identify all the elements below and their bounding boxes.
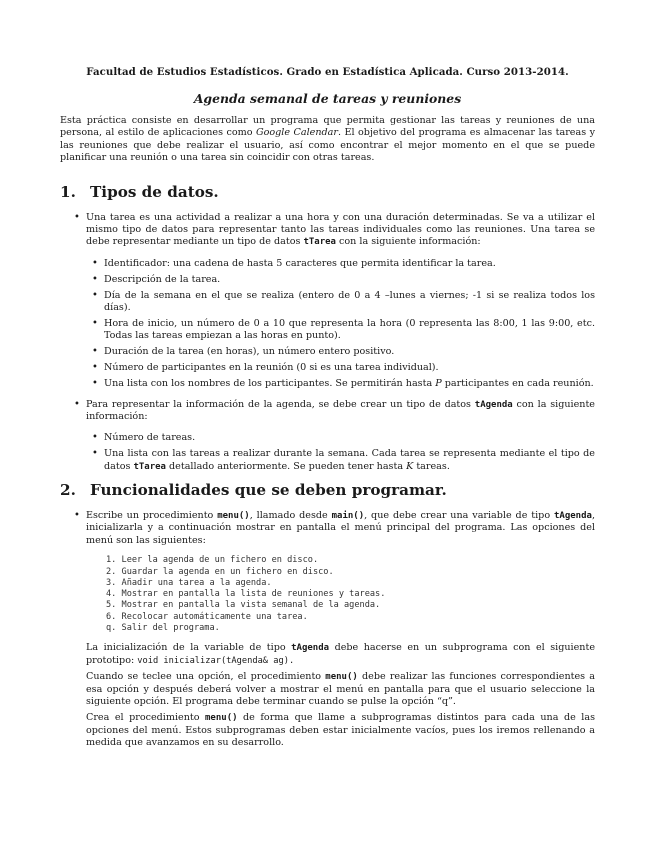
agenda-fields-list — [86, 432, 595, 473]
section-2-heading: 2. Funcionalidades que se deben programar. — [60, 481, 447, 500]
menu-option: 3. Añadir una tarea a la agenda. — [106, 577, 272, 588]
list-item: • Hora de inicio, un número de 0 a 10 que representa la hora (0 representa las 8:00, 1 las 9:00, etc. Todas las tareas empiezan a las horas en punto). — [104, 318, 595, 343]
init-paragraph: La inicialización de la variable de tipo tAgenda debe hacerse en un subprograma con el siguiente prototipo: void inicializar(tAgenda& ag). — [86, 642, 595, 666]
list-item: • Número de participantes en la reunión (0 si es una tarea individual). — [104, 362, 595, 374]
list-item: • Una lista con los nombres de los participantes. Se permitirán hasta P participantes en cada reunión. — [104, 378, 595, 390]
menu-procedure-paragraph: Crea el procedimiento menu() de forma que llame a subprogramas distintos para cada una de las opciones del menú. Estos subprogramas deben estar inicialmente vacíos, pues los iremos rellenando a medida que avanzamos en su desarrollo. — [86, 712, 595, 749]
menu-option: q. Salir del programa. — [106, 623, 220, 634]
option-paragraph: Cuando se teclee una opción, el procedimiento menu() debe realizar las funciones correspondientes a esa opción y después deberá volver a mostrar el menú en pantalla para que el usuario seleccione la siguiente opción. El programa debe terminar cuando se pulse la opción “q”. — [86, 671, 595, 707]
tarea-fields-list — [86, 258, 595, 391]
menu-option: 4. Mostrar en pantalla la lista de reuniones y tareas. — [106, 589, 386, 600]
list-item: • Número de tareas. — [104, 432, 595, 444]
menu-options-list — [106, 555, 595, 634]
menu-option: 5. Mostrar en pantalla la vista semanal de la agenda. — [106, 600, 381, 611]
document-title: Agenda semanal de tareas y reuniones — [193, 91, 462, 106]
intro-paragraph: Esta práctica consiste en desarrollar un programa que permita gestionar las tareas y reuniones de una persona, al estilo de aplicaciones como Google Calendar. El objetivo del programa es almacenar las tareas y las reuniones que debe realizar el usuario, así como encontrar el mejor momento en el que se puede planificar una reunión o una tarea sin coincidir con otras tareas. — [60, 115, 596, 164]
list-item: • Escribe un procedimiento menu(), llamado desde main(), que debe crear una variable de tipo tAgenda, inicializarla y a continuación mostrar en pantalla el menú principal del programa. Las opciones del menú son las siguientes: 1. Leer la agenda de un fichero en disco. 2. Guardar la agenda en un fichero en disco. 3. Añadir una tarea a la agenda. 4. Mostrar en pantalla la lista de reuniones y tareas. 5. Mostrar en pantalla la vista semanal de la agenda. 6. Recolocar automáticamente una tarea. q. Salir del programa. La inicialización de la variable de tipo tAgenda debe hacerse en un subprograma con el siguiente prototipo: void inicializar(tAgenda& ag). Cuando se teclee una opción, el procedimiento menu() debe realizar las funciones correspondientes a esa opción y después deberá volver a mostrar el menú en pantalla para que el usuario seleccione la siguiente opción. El programa debe terminar cuando se pulse la opción “q”. Crea el procedimiento menu() de forma que llame a subprogramas distintos para cada una de las opciones del menú. Estos subprogramas deben estar inicialmente vacíos, pues los iremos rellenando a medida que avanzamos en su desarrollo. — [86, 510, 595, 750]
list-item: • Duración de la tarea (en horas), un número entero positivo. — [104, 346, 595, 358]
section-1-list — [60, 212, 595, 473]
list-item: • Una lista con las tareas a realizar durante la semana. Cada tarea se representa mediante el tipo de datos tTarea detallado anteriormente. Se pueden tener hasta K tareas. — [104, 448, 595, 473]
list-item: • Día de la semana en el que se realiza (entero de 0 a 4 –lunes a viernes; -1 si se realiza todos los días). — [104, 290, 595, 315]
list-item: • Una tarea es una actividad a realizar a una hora y con una duración determinadas. Se va a utilizar el mismo tipo de datos para representar tanto las tareas individuales como las reuniones. Una tarea se debe representar mediante un tipo de datos tTarea con la siguiente información: • Identificador: una cadena de hasta 5 caracteres que permita identificar la tarea. • Descripción de la tarea. • Día de la semana en el que se realiza (entero de 0 a 4 –lunes a viernes; -1 si se realiza todos los días). • Hora de inicio, un número de 0 a 10 que representa la hora (0 representa las 8:00, 1 las 9:00, etc. Todas las tareas empiezan a las horas en punto). • Duración de la tarea (en horas), un número entero positivo. • Número de participantes en la reunión (0 si es una tarea individual). • Una lista con los nombres de los participantes. Se permitirán hasta P participantes en cada reunión. — [86, 212, 595, 391]
list-item: • Descripción de la tarea. — [104, 274, 595, 286]
section-2-list — [60, 510, 595, 750]
list-item: • Identificador: una cadena de hasta 5 caracteres que permita identificar la tarea. — [104, 258, 595, 270]
app-name: Google Calendar — [255, 127, 338, 139]
menu-option: 2. Guardar la agenda en un fichero en disco. — [106, 566, 334, 577]
course-header: Facultad de Estudios Estadísticos. Grado en Estadística Aplicada. Curso 2013-2014. — [86, 66, 569, 78]
section-1-heading: 1. Tipos de datos. — [60, 182, 219, 201]
menu-option: 1. Leer la agenda de un fichero en disco. — [106, 555, 319, 566]
list-item: • Para representar la información de la agenda, se debe crear un tipo de datos tAgenda con la siguiente información: • Número de tareas. • Una lista con las tareas a realizar durante la semana. Cada tarea se representa mediante el tipo de datos tTarea detallado anteriormente. Se pueden tener hasta K tareas. — [86, 399, 595, 474]
menu-option: 6. Recolocar automáticamente una tarea. — [106, 611, 308, 622]
